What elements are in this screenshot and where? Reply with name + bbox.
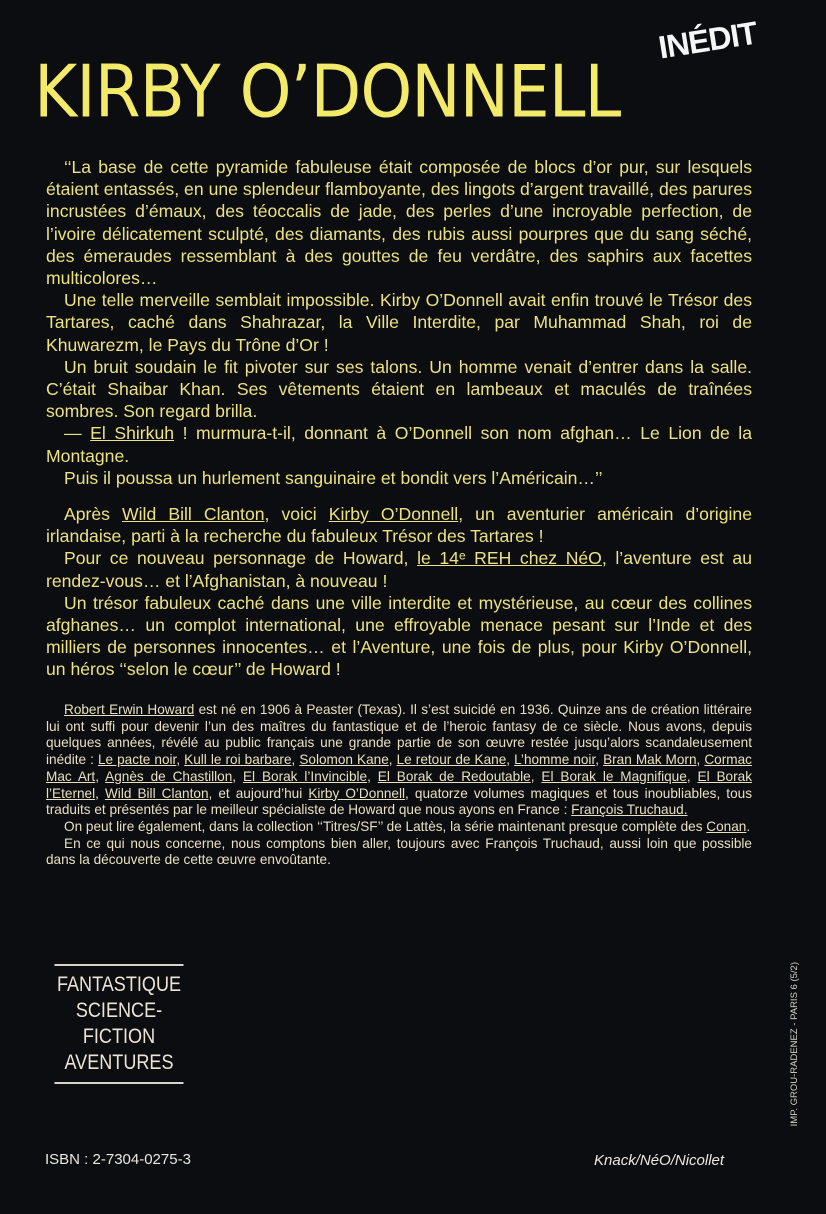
book-title-link: Wild Bill Clanton xyxy=(122,504,265,525)
bio-paragraph xyxy=(46,702,752,819)
bibliography-title: El Borak l’Invincible xyxy=(242,768,368,784)
current-title: Kirby O’Donnell xyxy=(308,785,406,801)
bibliography-title: Bran Mak Morn xyxy=(603,752,697,768)
bio-text: , et aujourd’hui xyxy=(208,785,309,801)
bio-text: . xyxy=(746,818,751,834)
inedit-badge: INÉDIT xyxy=(656,14,760,66)
bibliography-title: Wild Bill Clanton xyxy=(104,785,209,801)
bio-text: est né en 1906 à Peaster (Texas). Il s’est suicidé en 1936. Quinze ans de création littéraire lui ont suffi pour devenir l’un des maîtres du fantastique et de l’heroic fantasy de ce siècle. Nous avons, depuis quelques années, révélé au public français une grande partie de son œuvre restée jusqu’alors scandaleusement inédite : xyxy=(46,702,752,768)
genre-block xyxy=(55,964,184,1084)
bio-text: , quatorze volumes magiques et tous inoubliables, tous traduits et présentés par le meilleur spécialiste de Howard que nous ayons en France : xyxy=(46,785,752,818)
series-number: le 14ᵉ REH chez NéO xyxy=(417,548,602,569)
book-title: KIRBY O’DONNELL xyxy=(34,49,621,135)
translator-name: François Truchaud. xyxy=(571,802,688,818)
blurb-text: Après xyxy=(64,504,123,525)
blurb-text: , voici xyxy=(264,504,329,525)
blurb-text: Pour ce nouveau personnage de Howard, xyxy=(64,548,418,569)
el-shirkuh-name: El Shirkuh xyxy=(90,423,175,444)
printer-credit: IMP. GROU-RADENEZ - PARIS 6 (5/2) xyxy=(789,962,800,1127)
excerpt-paragraph xyxy=(46,422,752,466)
excerpt-text: ! murmura-t-il, donnant à O’Donnell son nom afghan… Le Lion de la Montagne. xyxy=(46,423,752,466)
dash: — xyxy=(64,423,91,444)
excerpt-paragraph: Une telle merveille semblait impossible. Kirby O’Donnell avait enfin trouvé le Trésor des Tartares, caché dans Shahrazar, la Ville Interdite, par Muhammad Shah, roi de Khuwarezm, le Pays du Trône d’Or ! xyxy=(46,290,752,355)
bibliography-title: Agnès de Chastillon xyxy=(105,768,233,784)
excerpt-paragraph: ‘‘La base de cette pyramide fabuleuse était composée de blocs d’or pur, sur lesquels étaient entassés, en une splendeur flamboyante, des lingots d’argent travaillé, des parures incrustées d’émaux, des téoccalis de jade, des perles d’une incroyable perfection, de l’ivoire délicatement sculpté, des diamants, des rubis aussi pourpres que du sang séché, des émeraudes ressemblant à des gouttes de feu verdâtre, des saphirs aux facettes multicolores… xyxy=(46,157,752,289)
author-name: Robert Erwin Howard xyxy=(64,702,195,717)
bibliography-title: Le pacte noir xyxy=(97,752,177,768)
bibliography-title: El Borak de Redoutable xyxy=(377,768,531,784)
blurb-text: , un aventurier américain d’origine irlandaise, parti à la recherche du fabuleux Trésor des Tartares ! xyxy=(46,504,752,547)
bibliography-title: El Borak le Magnifique xyxy=(541,768,687,784)
bibliography-title: Le retour de Kane xyxy=(396,752,507,768)
bio-paragraph xyxy=(46,819,752,836)
bio-paragraph: En ce qui nous concerne, nous comptons bien aller, toujours avec François Truchaud, aussi loin que possible dans la découverte de cette œuvre envoûtante. xyxy=(46,835,752,868)
bibliography-title: Cormac Mac Art xyxy=(46,752,752,784)
divider xyxy=(55,964,184,966)
title-list: Le pacte noir, Kull le roi barbare, Solomon Kane, Le retour de Kane, L’homme noir, Bran Mak Morn, Cormac Mac Art, Agnès de Chastillon, El Borak l’Invincible, El Borak de Redoutable, El Borak le Magnifique, El Borak l’Eternel, Wild Bill Clanton xyxy=(46,752,752,801)
book-title-link: Kirby O’Donnell xyxy=(328,504,459,525)
publisher-imprint: Knack/NéO/Nicollet xyxy=(594,1152,725,1169)
blurb-paragraph: Un trésor fabuleux caché dans une ville interdite et mystérieuse, au cœur des collines afghanes… un complot international, une effroyable menace pesant sur l’Inde et des milliers de personnes innocentes… et l’Aventure, une fois de plus, pour Kirby O’Donnell, un héros ‘‘selon le cœur’’ de Howard ! xyxy=(46,592,752,680)
bibliography-title: Kull le roi barbare xyxy=(184,752,292,768)
blurb-paragraph xyxy=(46,547,752,591)
isbn: ISBN : 2-7304-0275-3 xyxy=(45,1151,191,1168)
genre-label: AVENTURES xyxy=(64,1051,174,1074)
excerpt-paragraph: Puis il poussa un hurlement sanguinaire et bondit vers l’Américain…’’ xyxy=(64,467,603,488)
divider xyxy=(55,1082,184,1084)
blurb-text: , l’aventure est au rendez-vous… et l’Afghanistan, à nouveau ! xyxy=(46,548,752,591)
excerpt-paragraph: Un bruit soudain le fit pivoter sur ses talons. Un homme venait d’entrer dans la salle. C’était Shaibar Khan. Ses vêtements étaient en lambeaux et maculés de traînées sombres. Son regard brilla. xyxy=(46,356,752,422)
bio-text: On peut lire également, dans la collection ‘‘Titres/SF’’ de Lattès, la série maintenant presque complète des xyxy=(64,818,707,834)
genre-label: FANTASTIQUE xyxy=(56,973,182,996)
genre-label: SCIENCE-FICTION xyxy=(75,999,163,1048)
blurb-paragraph xyxy=(46,503,752,547)
excerpt-and-blurb xyxy=(46,156,752,681)
author-bio xyxy=(46,702,752,869)
bibliography-title: Solomon Kane xyxy=(299,752,389,768)
spacer xyxy=(46,489,752,503)
bibliography-title: L’homme noir xyxy=(514,752,596,768)
bibliography-title: El Borak l’Eternel xyxy=(46,768,752,801)
conan-title: Conan xyxy=(706,818,747,834)
